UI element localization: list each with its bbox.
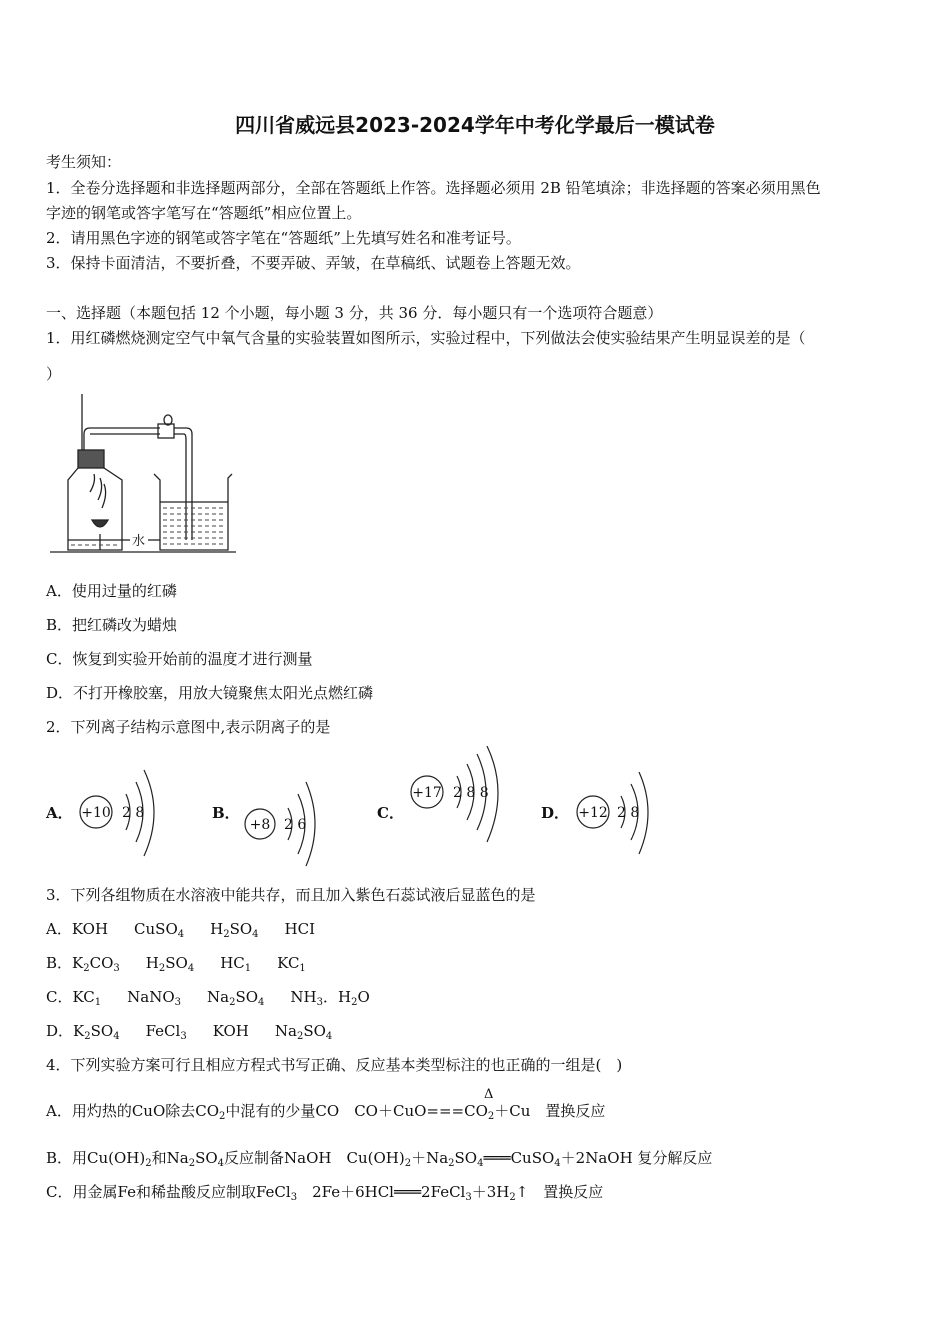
q2-option-a-diagram (74, 764, 184, 864)
q4-option-c: C．用金属Fe和稀盐酸反应制取FeCl$_3$ $2Fe+6HCl═══2FeCl_3+3H_2↑$ 置换反应 (46, 1183, 604, 1203)
q2-option-b-shells: 2 6 (284, 817, 307, 833)
q3-option-a-items: KOH CuSO$_4$ $H_2SO_4$ HCI (71, 920, 316, 940)
q3-option-c-label: C． (46, 988, 73, 1006)
page-title: 四川省威远县2023-2024学年中考化学最后一模试卷 (235, 113, 715, 137)
q3-option-d-items: $K_2SO_4$ FeCl$_3$ KOH $Na_2SO_4$ (73, 1022, 333, 1042)
q2-option-d-label: D． (541, 804, 570, 822)
notice-item-3: 3．保持卡面清洁，不要折叠，不要弄破、弄皱，在草稿纸、试题卷上答题无效。 (46, 254, 581, 272)
q4-option-a: A．用灼热的CuO除去$CO_2$中混有的少量CO $CO+CuO===CO_2+Cu$ 置换反应 (46, 1102, 606, 1122)
notice-heading: 考生须知： (46, 153, 122, 171)
q2-stem: 2．下列离子结构示意图中,表示阴离子的是 (46, 718, 331, 736)
q2-option-a-nucleus: +10 (81, 805, 111, 821)
q1-option-c: C．恢复到实验开始前的温度才进行测量 (46, 650, 313, 668)
q2-option-c-nucleus: +17 (412, 785, 442, 801)
q3-option-d (46, 1021, 358, 1041)
notice-item-1-line-1: 1．全卷分选择题和非选择题两部分，全部在答题纸上作答。选择题必须用 2B 铅笔填涂；非选择题的答案必须用黑色 (46, 179, 821, 197)
q4-option-a-condition: Δ (484, 1087, 494, 1102)
q3-option-c (46, 987, 396, 1007)
q2-option-d-diagram (573, 766, 683, 866)
q2-option-b-label: B． (212, 804, 240, 822)
q2-option-d-shells: 2 8 (617, 805, 640, 821)
q4-option-b: B．用$Cu(OH)_2$和$Na_2SO_4$反应制备NaOH $Cu(OH)_2+Na_2SO_4═══CuSO_4+2NaOH$ 复分解反应 (46, 1149, 713, 1169)
q3-option-b-items: $K_2CO_3$ $H_2SO_4$ $HC_1$ $KC_1$ (72, 954, 306, 974)
q1-stem-line-1: 1．用红磷燃烧测定空气中氧气含量的实验装置如图所示，实验过程中，下列做法会使实验结果产生明显误差的是（ (46, 329, 806, 347)
q2-option-c-diagram (407, 746, 537, 856)
q1-figure-water-label: 水 (132, 534, 146, 549)
q1-apparatus-figure (50, 390, 240, 556)
q2-option-a-shells: 2 8 (122, 805, 145, 821)
q3-option-a (46, 919, 341, 939)
q1-option-a: A．使用过量的红磷 (46, 582, 177, 600)
q2-option-b-diagram (240, 778, 350, 868)
q2-option-d-nucleus: +12 (578, 805, 608, 821)
q3-option-d-label: D． (46, 1022, 74, 1040)
notice-item-2: 2．请用黑色字迹的钢笔或答字笔在“答题纸”上先填写姓名和准考证号。 (46, 229, 521, 247)
q1-option-d: D．不打开橡胶塞，用放大镜聚焦太阳光点燃红磷 (46, 684, 374, 702)
q3-option-c-items: $KC_1$ NaNO$_3$ $Na_2SO_4$ $NH_3$．$H_2O$ (72, 988, 370, 1008)
q3-stem: 3．下列各组物质在水溶液中能共存，而且加入紫色石蕊试液后显蓝色的是 (46, 886, 536, 904)
q2-option-c-shells: 2 8 8 (453, 785, 489, 801)
section-heading: 一、选择题（本题包括 12 个小题，每小题 3 分，共 36 分．每小题只有一个选项符合题意） (46, 304, 663, 322)
q2-option-c-label: C． (377, 804, 404, 822)
q1-option-b: B．把红磷改为蜡烛 (46, 616, 178, 634)
q2-option-a-label: A． (46, 804, 73, 822)
q3-option-b (46, 953, 332, 973)
notice-item-1-line-2: 字迹的钢笔或答字笔写在“答题纸”相应位置上。 (46, 204, 362, 222)
q3-option-a-label: A． (46, 920, 72, 938)
q3-option-b-label: B． (46, 954, 73, 972)
q4-stem: 4．下列实验方案可行且相应方程式书写正确、反应基本类型标注的也正确的一组是( ) (46, 1056, 623, 1074)
q1-stem-line-2: ） (46, 365, 62, 383)
q2-option-b-nucleus: +8 (249, 817, 271, 833)
